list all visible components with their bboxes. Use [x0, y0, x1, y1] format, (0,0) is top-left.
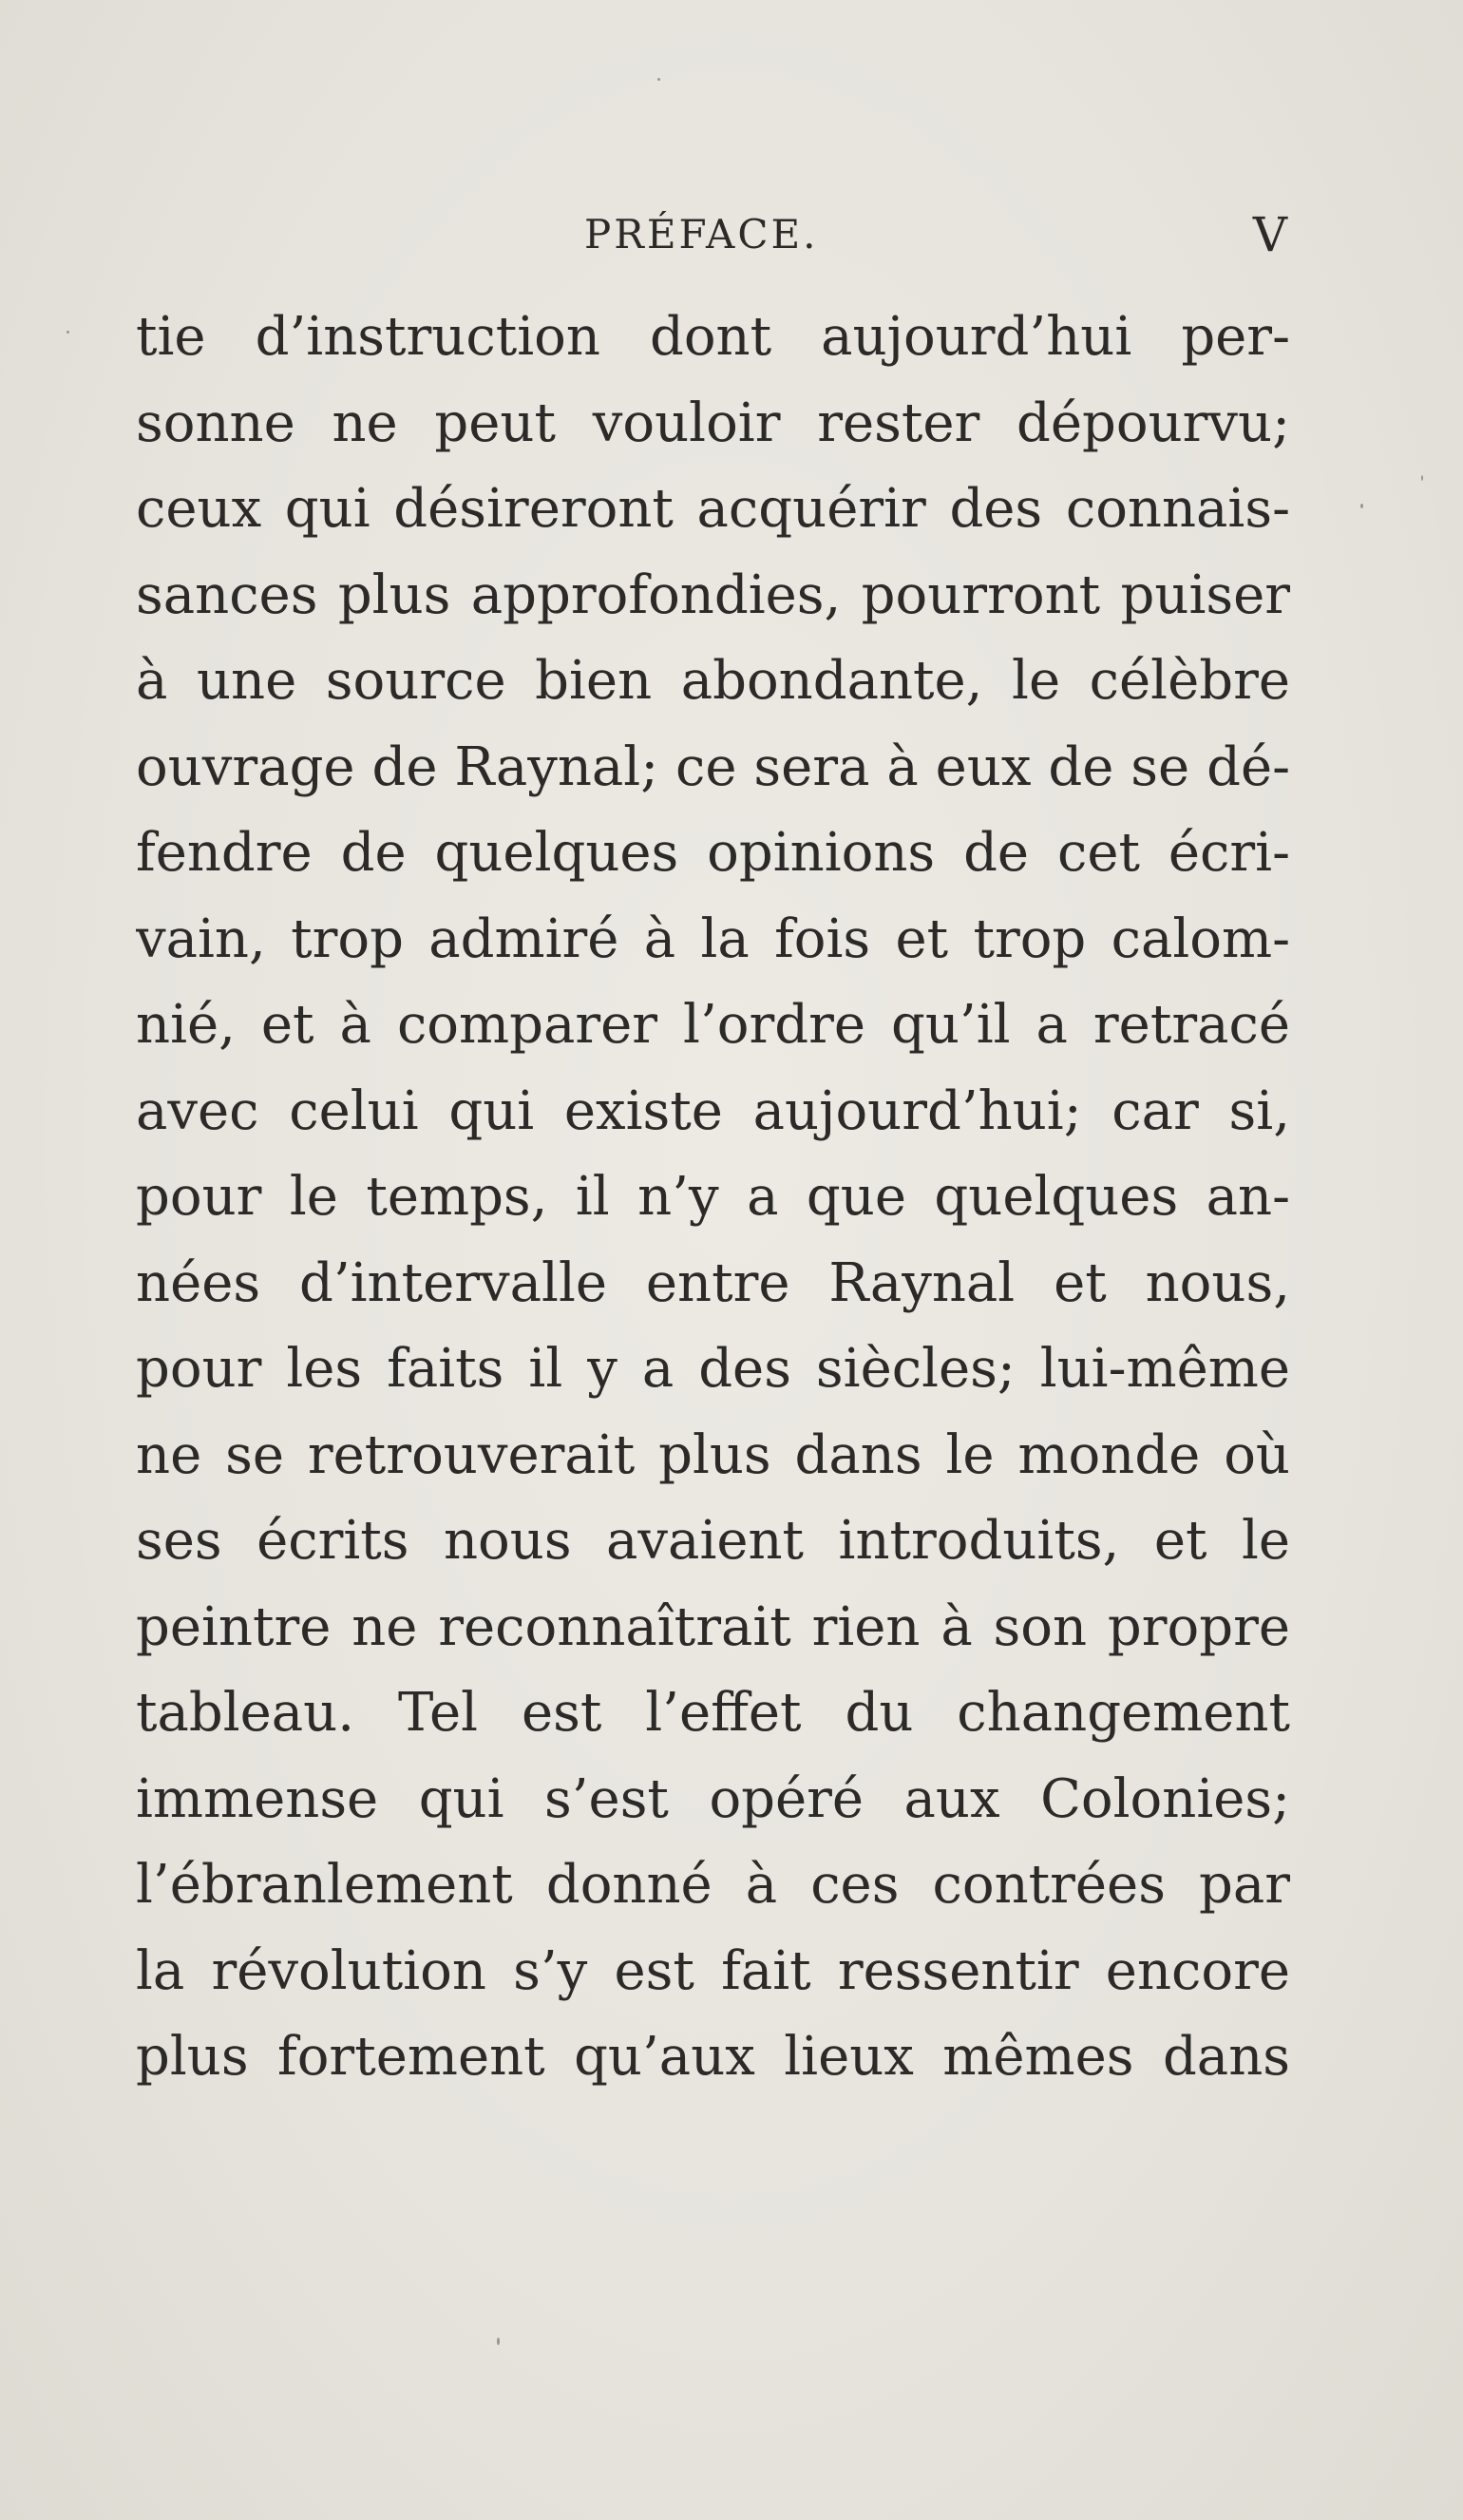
- text-line: la révolution s’y est fait ressentir encore: [136, 1939, 1290, 2002]
- text-line: pour les faits il y a des siècles; lui-même: [136, 1338, 1290, 1400]
- running-title: PRÉFACE.: [584, 211, 819, 258]
- text-line: peintre ne reconnaîtrait rien à son propre: [136, 1595, 1290, 1658]
- text-line: ceux qui désireront acquérir des connais-: [136, 478, 1290, 540]
- paper-speck: [1421, 475, 1423, 481]
- text-line: nié, et à comparer l’ordre qu’il a retracé: [136, 994, 1290, 1056]
- paper-speck: [657, 78, 660, 81]
- text-line: ses écrits nous avaient introduits, et le: [136, 1510, 1290, 1572]
- body-text: [136, 295, 1290, 2101]
- running-head: [133, 207, 1287, 268]
- text-line: immense qui s’est opéré aux Colonies;: [136, 1767, 1290, 1830]
- text-line: l’ébranlement donné à ces contrées par: [136, 1854, 1290, 1916]
- text-line: pour le temps, il n’y a que quelques an-: [136, 1166, 1290, 1228]
- text-line: avec celui qui existe aujourd’hui; car si,: [136, 1079, 1290, 1142]
- text-line: tie d’instruction dont aujourd’hui per-: [136, 306, 1290, 368]
- paper-speck: [66, 331, 69, 334]
- text-line: ne se retrouverait plus dans le monde où: [136, 1423, 1290, 1486]
- page-number: V: [1252, 207, 1287, 262]
- paper-speck: [497, 2338, 500, 2345]
- text-line: nées d’intervalle entre Raynal et nous,: [136, 1251, 1290, 1314]
- text-line: sonne ne peut vouloir rester dépourvu;: [136, 391, 1290, 454]
- text-line: à une source bien abondante, le célèbre: [136, 650, 1290, 712]
- text-line: fendre de quelques opinions de cet écri-: [136, 822, 1290, 884]
- text-line: plus fortement qu’aux lieux mêmes dans: [136, 2026, 1290, 2088]
- text-line: sances plus approfondies, pourront puiser: [136, 563, 1290, 626]
- text-line: tableau. Tel est l’effet du changement: [136, 1682, 1290, 1744]
- paper-speck: [1360, 504, 1363, 508]
- text-line: ouvrage de Raynal; ce sera à eux de se dé-: [136, 735, 1290, 798]
- text-line: vain, trop admiré à la fois et trop calom-: [136, 907, 1290, 970]
